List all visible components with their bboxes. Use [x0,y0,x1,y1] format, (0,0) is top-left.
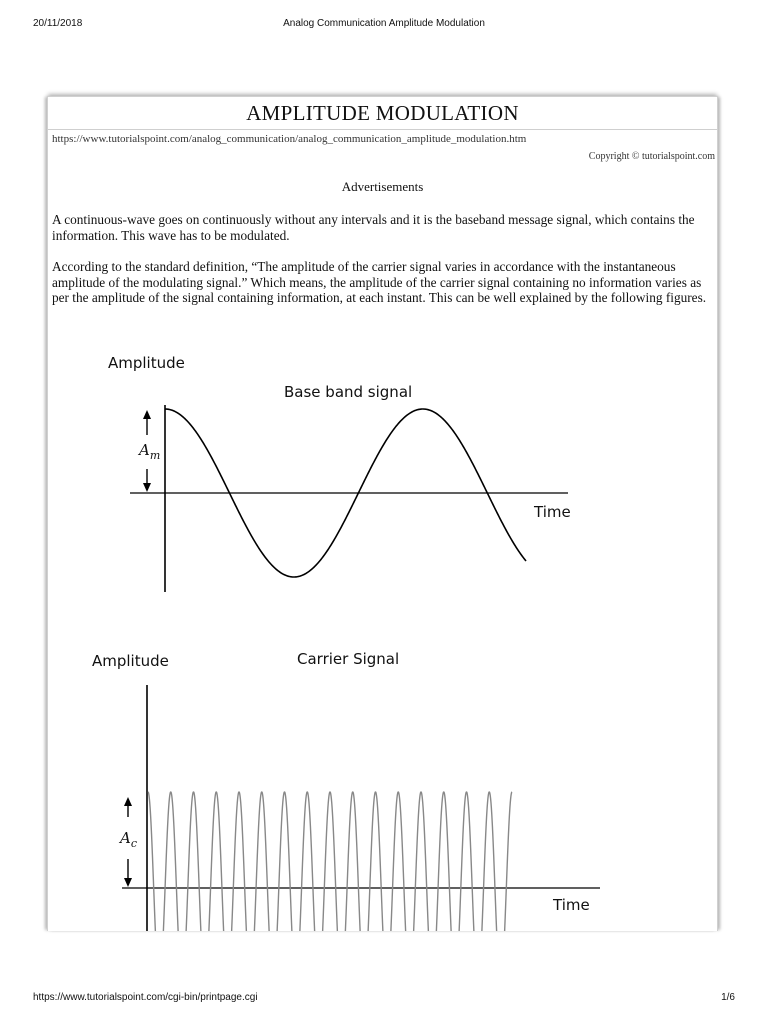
carrier-amp-label: $A_c$ [120,829,138,850]
source-url[interactable]: https://www.tutorialspoint.com/analog_communication/analog_communication_amplitude_modulation.htm [52,133,527,145]
print-header [33,18,735,32]
copyright-notice: Copyright © tutorialspoint.com [588,151,715,162]
title-divider [48,129,717,130]
print-footer-url[interactable]: https://www.tutorialspoint.com/cgi-bin/printpage.cgi [33,992,258,1003]
carrier-wave-path [148,792,512,931]
baseband-x-axis-label: Time [534,503,571,521]
carrier-x-axis-label: Time [553,896,590,914]
baseband-amp-arrowhead-down [143,483,151,492]
article-title: AMPLITUDE MODULATION [246,101,519,125]
baseband-signal-figure [48,347,717,609]
carrier-signal-svg [48,645,717,931]
baseband-y-axis-label: Amplitude [108,354,185,372]
carrier-amp-arrowhead-down [124,878,132,887]
advertisements-label: Advertisements [341,179,424,194]
baseband-amp-arrowhead-up [143,410,151,419]
print-footer [33,992,735,1006]
baseband-signal-svg [48,347,717,609]
baseband-title: Base band signal [284,383,413,401]
paragraph-continuous-wave: A continuous-wave goes on continuously without any intervals and it is the baseband message signal, which contains the information. This wave has to be modulated. [52,212,695,243]
baseband-amp-label: $A_m$ [139,441,161,462]
page-number: 1/6 [721,992,735,1003]
paragraph-definition: According to the standard definition, “The amplitude of the carrier signal varies in accordance with the instantaneous amplitude of the modulating signal.” Which means, the amplitude of the carrier signal containing no information varies as per the amplitude of the signal containing information, at each instant. This can be well explained by the following figures. [52,259,707,305]
carrier-y-axis-label: Amplitude [92,652,169,670]
carrier-signal-figure [48,645,717,931]
carrier-amp-arrowhead-up [124,797,132,806]
print-document-title: Analog Communication Amplitude Modulation [283,18,485,29]
carrier-title: Carrier Signal [297,650,400,668]
print-date: 20/11/2018 [33,18,83,29]
printed-article [47,96,718,931]
